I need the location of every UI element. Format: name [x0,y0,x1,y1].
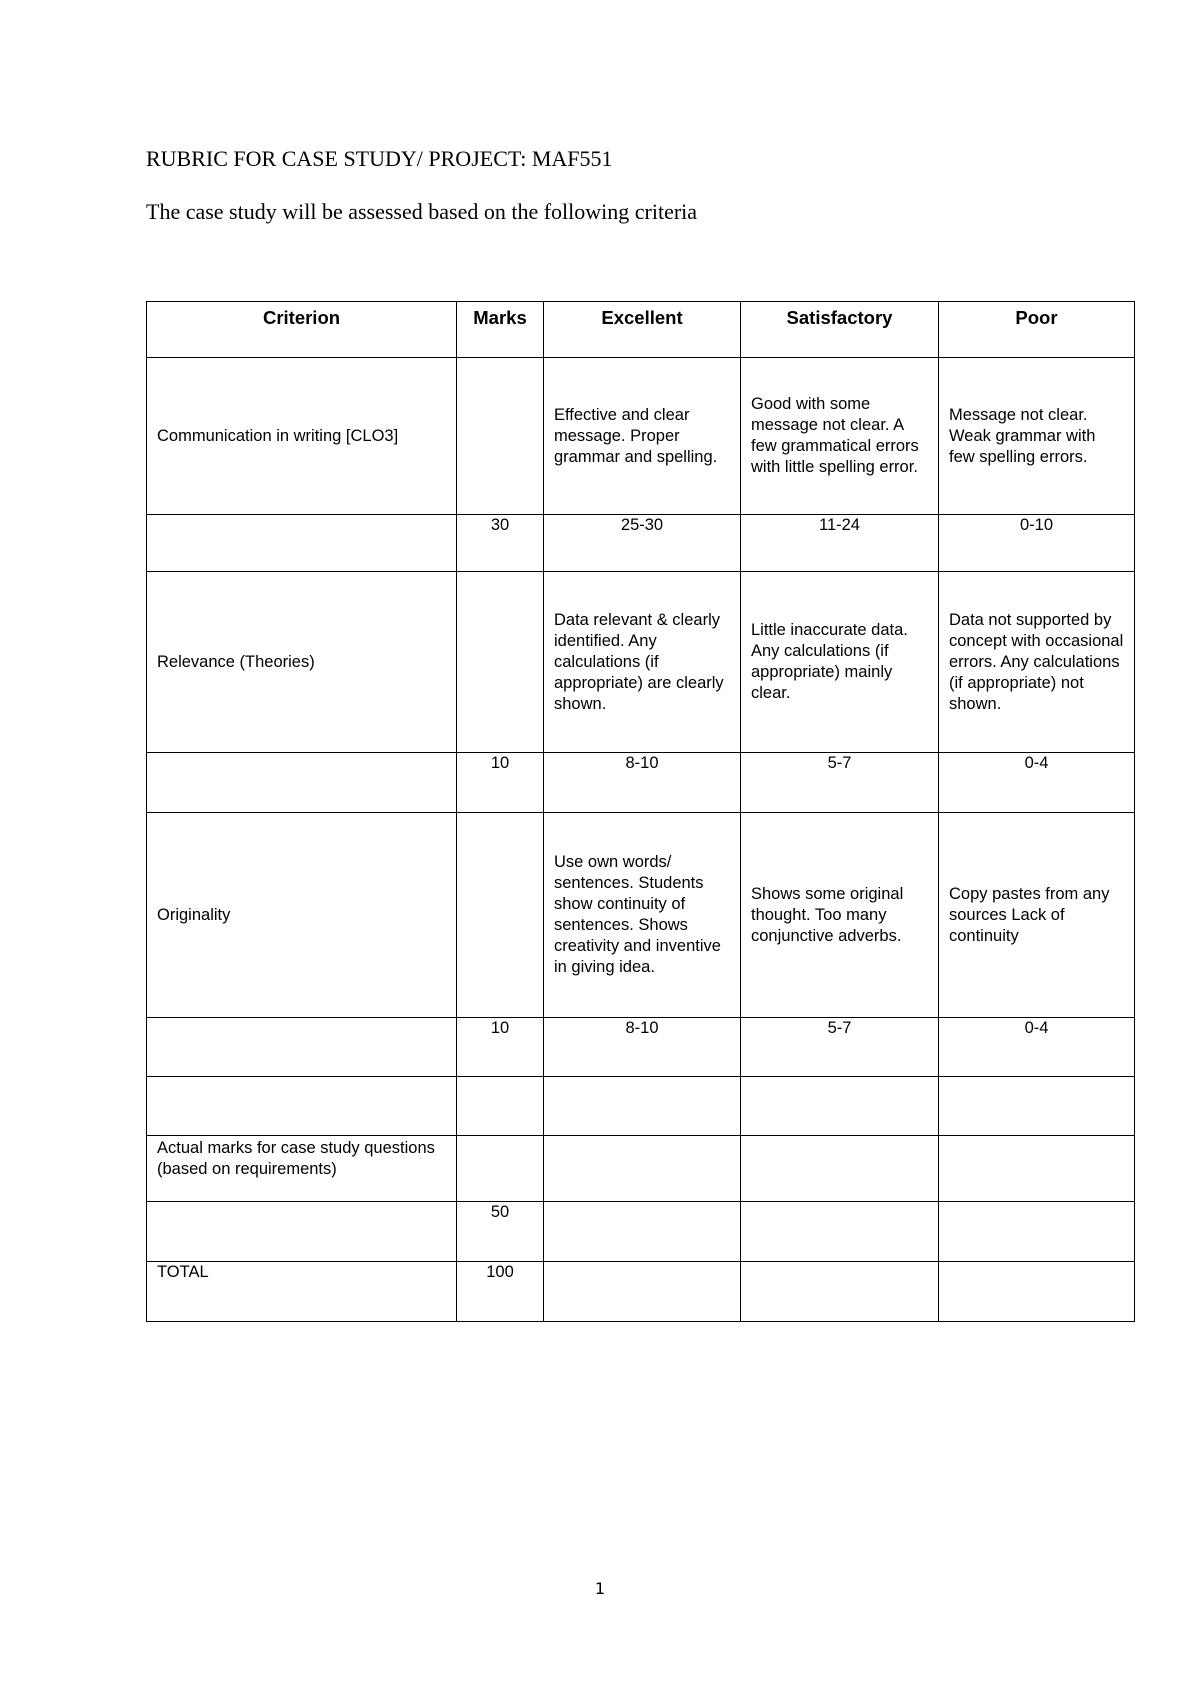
satisfactory-cell [741,1077,939,1136]
criterion-cell: Originality [147,813,457,1018]
rubric-table [146,301,1135,1322]
criterion-cell [147,753,457,813]
satisfactory-cell [741,1136,939,1202]
criterion-cell [147,1018,457,1077]
criterion-cell: TOTAL [147,1262,457,1322]
table-row [147,515,1135,572]
poor-cell: Message not clear. Weak grammar with few spelling errors. [939,358,1135,515]
excellent-cell: Use own words/ sentences. Students show continuity of sentences. Shows creativity and inventive in giving idea. [544,813,741,1018]
criterion-cell [147,1077,457,1136]
table-row [147,358,1135,515]
marks-cell [457,572,544,753]
header-poor: Poor [939,302,1135,358]
table-row [147,1262,1135,1322]
satisfactory-range-cell: 5-7 [741,753,939,813]
poor-range-cell: 0-4 [939,753,1135,813]
satisfactory-cell: Little inaccurate data. Any calculations (if appropriate) mainly clear. [741,572,939,753]
marks-cell: 10 [457,1018,544,1077]
satisfactory-cell: Shows some original thought. Too many conjunctive adverbs. [741,813,939,1018]
satisfactory-cell [741,1202,939,1262]
table-row [147,1136,1135,1202]
satisfactory-range-cell: 5-7 [741,1018,939,1077]
poor-cell [939,1262,1135,1322]
satisfactory-range-cell: 11-24 [741,515,939,572]
criterion-cell: Relevance (Theories) [147,572,457,753]
table-header-row [147,302,1135,358]
excellent-range-cell: 25-30 [544,515,741,572]
excellent-range-cell: 8-10 [544,753,741,813]
excellent-cell [544,1262,741,1322]
criterion-cell [147,1202,457,1262]
table-row [147,1202,1135,1262]
table-row [147,753,1135,813]
page-title: RUBRIC FOR CASE STUDY/ PROJECT: MAF551 [146,146,613,171]
criterion-cell [147,515,457,572]
satisfactory-cell: Good with some message not clear. A few grammatical errors with little spelling error. [741,358,939,515]
marks-cell: 10 [457,753,544,813]
marks-cell: 30 [457,515,544,572]
table-row [147,813,1135,1018]
header-criterion: Criterion [147,302,457,358]
page-subtitle: The case study will be assessed based on the following criteria [146,199,698,224]
table-row [147,1018,1135,1077]
poor-cell [939,1136,1135,1202]
table-row [147,572,1135,753]
marks-cell [457,1136,544,1202]
poor-range-cell: 0-4 [939,1018,1135,1077]
marks-cell: 100 [457,1262,544,1322]
criterion-cell: Actual marks for case study questions (based on requirements) [147,1136,457,1202]
excellent-range-cell: 8-10 [544,1018,741,1077]
header-marks: Marks [457,302,544,358]
poor-range-cell: 0-10 [939,515,1135,572]
page-number: 1 [594,1579,606,1598]
poor-cell [939,1202,1135,1262]
table-row [147,1077,1135,1136]
poor-cell [939,1077,1135,1136]
excellent-cell [544,1202,741,1262]
excellent-cell: Data relevant & clearly identified. Any calculations (if appropriate) are clearly shown. [544,572,741,753]
excellent-cell [544,1136,741,1202]
marks-cell [457,358,544,515]
criterion-cell: Communication in writing [CLO3] [147,358,457,515]
excellent-cell [544,1077,741,1136]
marks-cell [457,813,544,1018]
excellent-cell: Effective and clear message. Proper grammar and spelling. [544,358,741,515]
poor-cell: Data not supported by concept with occasional errors. Any calculations (if appropriate) not shown. [939,572,1135,753]
poor-cell: Copy pastes from any sources Lack of continuity [939,813,1135,1018]
marks-cell: 50 [457,1202,544,1262]
header-satisfactory: Satisfactory [741,302,939,358]
header-excellent: Excellent [544,302,741,358]
marks-cell [457,1077,544,1136]
satisfactory-cell [741,1262,939,1322]
